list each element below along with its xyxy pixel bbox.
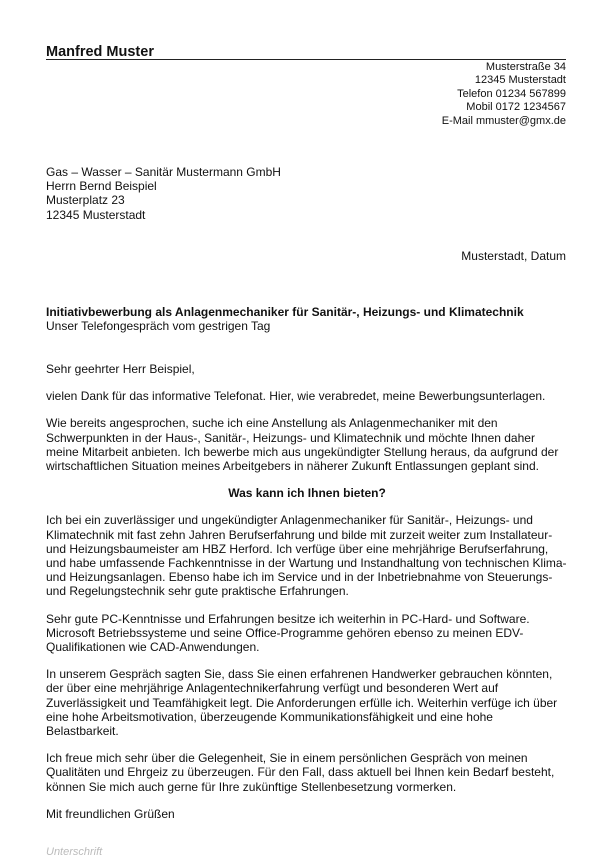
sender-address-block	[442, 61, 566, 128]
section-heading: Was kann ich Ihnen bieten?	[228, 486, 386, 501]
paragraph-qualifications: Ich bei ein zuverlässiger und ungekündigter Anlagenmechaniker für Sanitär-, Heizungs- und Klimatechnik mit fast zehn Jahren Berufserfahrung und bilde mit zurzeit weiter zum Installateur- und Heizungsbaumeister am HBZ Herford. Ich verfüge über eine mehrjährige Berufserfahrung, und habe umfassende Fachkenntnisse in der Wartung und Instandhaltung von technischen Klima- und Heizungsanlagen. Ebenso habe ich im Service und in der Inbetriebnahme von Steuerungs- und Regelungstechnik sehr gute praktische Erfahrungen.	[46, 513, 567, 599]
recipient-city: 12345 Musterstadt	[46, 207, 146, 222]
paragraph-closing-request: Ich freue mich sehr über die Gelegenheit, Sie in einem persönlichen Gespräch von meinen Qualitäten und Ehrgeiz zu überzeugen. Für den Fall, dass aktuell bei Ihnen kein Bedarf besteht, können Sie mich auch gerne für Ihre zukünftige Stellenbesetzung vormerken.	[46, 751, 555, 794]
sender-mobile: Mobil 0172 1234567	[466, 101, 566, 114]
signature-placeholder: Unterschrift	[46, 846, 103, 858]
recipient-person: Herrn Bernd Beispiel	[46, 179, 157, 194]
sender-city: 12345 Musterstadt	[474, 74, 566, 87]
salutation: Sehr geehrter Herr Beispiel,	[46, 362, 195, 376]
sender-phone: Telefon 01234 567899	[457, 87, 566, 100]
paragraph-requirements: In unserem Gespräch sagten Sie, dass Sie einen erfahrenen Handwerker gebrauchen könnten, der über eine mehrjährige Anlagentechnikerfahrung verfügt und besonderen Wert auf Zuverlässigkeit und Teamfähigkeit legt. Die Anforderungen erfülle ich. Weiterhin verfüge ich über eine hohe Arbeitsmotivation, überzeugende Kommunikationsfähigkeit und eine hohe Belastbarkeit.	[46, 667, 558, 739]
recipient-street: Musterplatz 23	[46, 193, 125, 208]
letter-body	[46, 362, 568, 834]
header-divider	[46, 59, 566, 60]
recipient-address-block	[46, 165, 281, 222]
subject-title: Initiativbewerbung als Anlagenmechaniker für Sanitär-, Heizungs- und Klimatechnik	[46, 305, 524, 319]
intro-paragraph: vielen Dank für das informative Telefonat. Hier, wie verabredet, meine Bewerbungsunterlagen.	[46, 389, 546, 404]
place-date: Musterstadt, Datum	[461, 249, 566, 263]
sender-street: Musterstraße 34	[485, 61, 566, 73]
recipient-company: Gas – Wasser – Sanitär Mustermann GmbH	[46, 165, 281, 179]
sender-name: Manfred Muster	[46, 44, 154, 60]
paragraph-it-skills: Sehr gute PC-Kenntnisse und Erfahrungen besitze ich weiterhin in PC-Hard- und Software. Microsoft Betriebssysteme und seine Office-Programme gehören ebenso zu meinen EDV-Qualifikationen wie CAD-Anwendungen.	[46, 611, 530, 655]
sender-email: E-Mail mmuster@gmx.de	[441, 114, 566, 127]
subject-block	[46, 305, 524, 333]
closing-formula: Mit freundlichen Grüßen	[46, 806, 175, 821]
subject-reference: Unser Telefongespräch vom gestrigen Tag	[46, 319, 271, 334]
paragraph-motivation: Wie bereits angesprochen, suche ich eine Anstellung als Anlagenmechaniker mit den Schwerpunkten in der Haus-, Sanitär-, Heizungs- und Klimatechnik und möchte Ihnen daher meine Mitarbeit anbieten. Ich bewerbe mich aus ungekündigter Stellung heraus, da aufgrund der wirtschaftlichen Situation meines Arbeitgebers in näherer Zukunft Entlassungen geplant sind.	[46, 416, 559, 474]
